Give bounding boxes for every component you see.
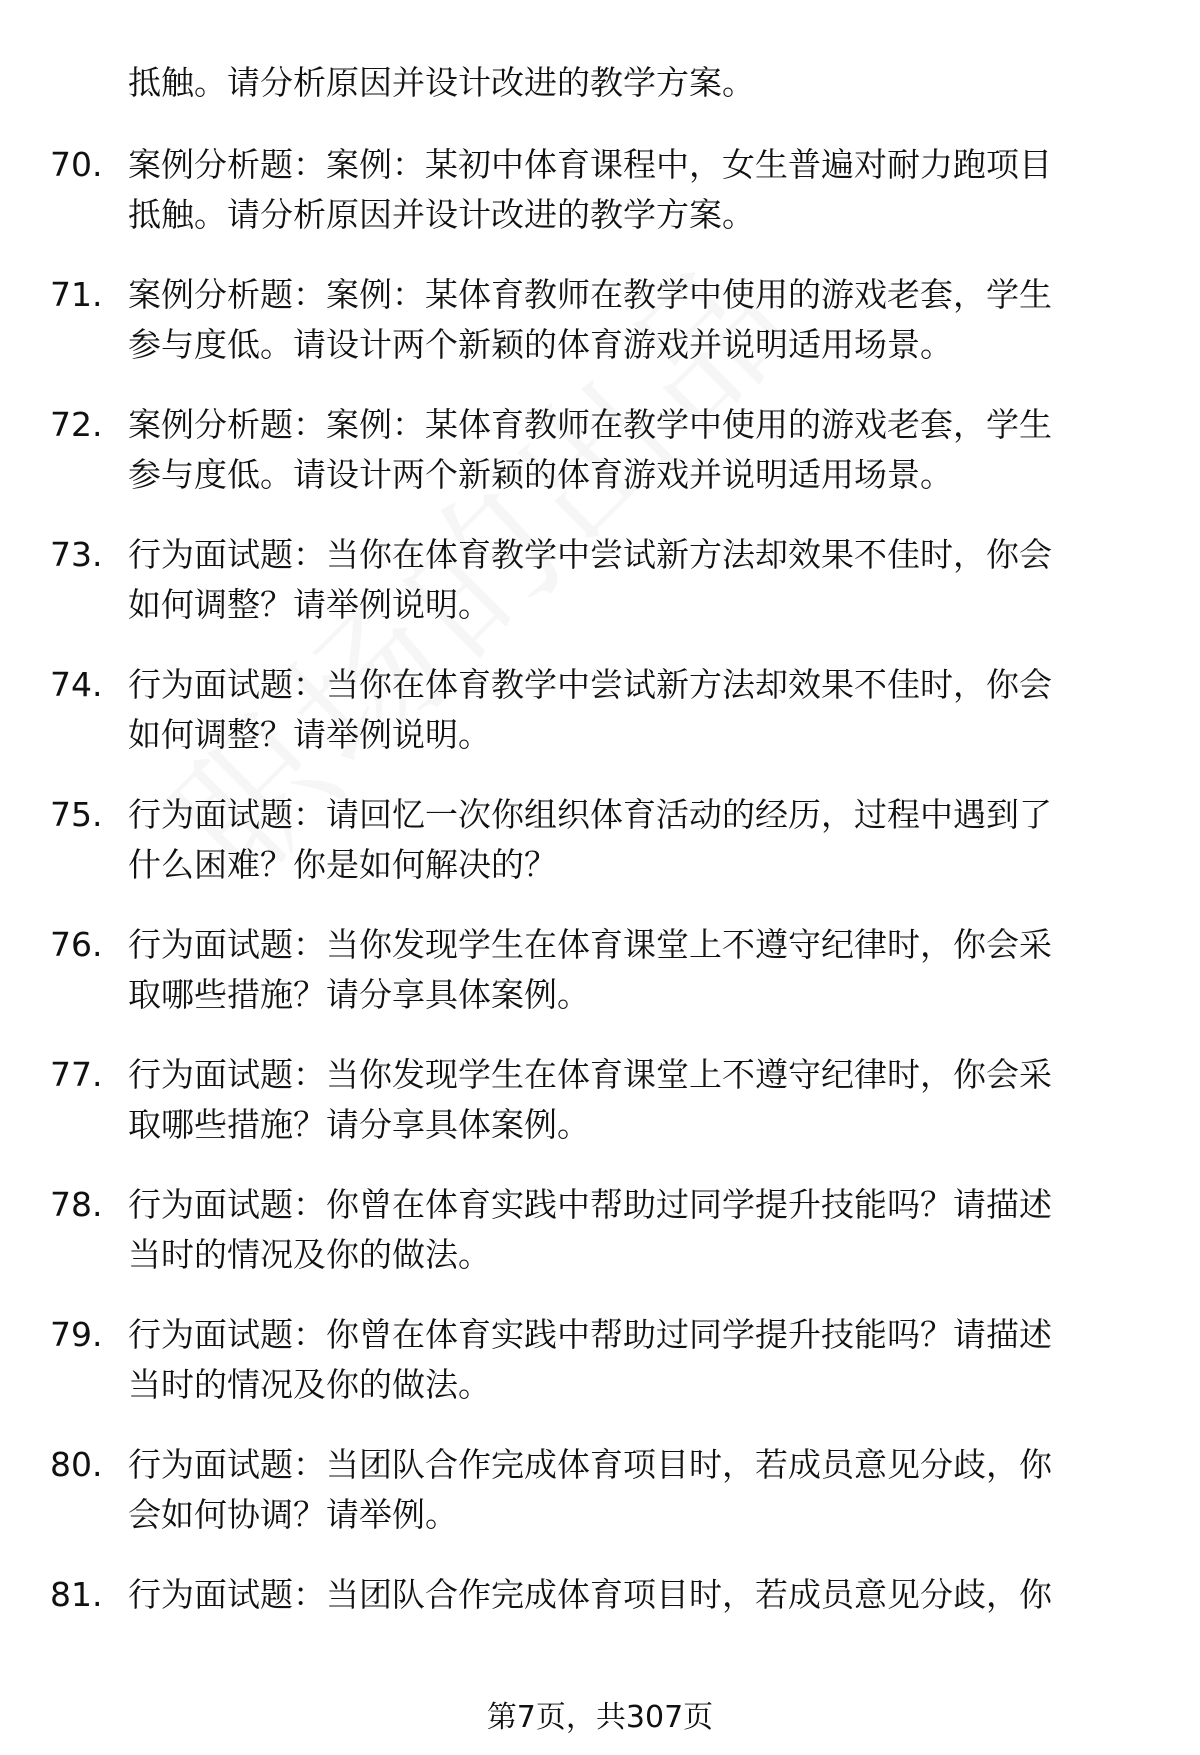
question-number: 77. xyxy=(50,1055,103,1094)
question-text-line: 案例分析题：案例：某初中体育课程中，女生普遍对耐力跑项目 xyxy=(128,145,1052,184)
question-list xyxy=(0,140,1200,1700)
question-text-line: 行为面试题：当你在体育教学中尝试新方法却效果不佳时，你会 xyxy=(128,535,1052,574)
question-item xyxy=(0,1440,1200,1570)
question-text-line: 抵触。请分析原因并设计改进的教学方案。 xyxy=(128,195,755,234)
question-text-line: 什么困难？你是如何解决的？ xyxy=(128,845,557,884)
question-text-line: 如何调整？请举例说明。 xyxy=(128,585,491,624)
question-text-line: 取哪些措施？请分享具体案例。 xyxy=(128,1105,590,1144)
question-text-line: 行为面试题：当团队合作完成体育项目时，若成员意见分歧，你 xyxy=(128,1445,1052,1484)
question-number: 72. xyxy=(50,405,103,444)
question-number: 75. xyxy=(50,795,103,834)
question-text-line: 行为面试题：当团队合作完成体育项目时，若成员意见分歧，你 xyxy=(128,1575,1052,1614)
question-text-line: 参与度低。请设计两个新颖的体育游戏并说明适用场景。 xyxy=(128,455,953,494)
question-text-line: 行为面试题：当你发现学生在体育课堂上不遵守纪律时，你会采 xyxy=(128,1055,1052,1094)
question-number: 80. xyxy=(50,1445,103,1484)
question-text-line: 行为面试题：当你发现学生在体育课堂上不遵守纪律时，你会采 xyxy=(128,925,1052,964)
continued-question-text: 抵触。请分析原因并设计改进的教学方案。 xyxy=(128,63,755,102)
question-text-line: 会如何协调？请举例。 xyxy=(128,1495,458,1534)
question-item xyxy=(0,400,1200,530)
question-item xyxy=(0,660,1200,790)
question-text-line: 如何调整？请举例说明。 xyxy=(128,715,491,754)
question-number: 81. xyxy=(50,1575,103,1614)
question-item xyxy=(0,790,1200,920)
question-text-line: 取哪些措施？请分享具体案例。 xyxy=(128,975,590,1014)
question-number: 76. xyxy=(50,925,103,964)
question-number: 78. xyxy=(50,1185,103,1224)
question-item xyxy=(0,140,1200,270)
question-item xyxy=(0,1180,1200,1310)
question-text-line: 参与度低。请设计两个新颖的体育游戏并说明适用场景。 xyxy=(128,325,953,364)
question-text-line: 当时的情况及你的做法。 xyxy=(128,1365,491,1404)
question-item xyxy=(0,270,1200,400)
question-text-line: 行为面试题：当你在体育教学中尝试新方法却效果不佳时，你会 xyxy=(128,665,1052,704)
question-text-line: 案例分析题：案例：某体育教师在教学中使用的游戏老套，学生 xyxy=(128,275,1052,314)
question-item xyxy=(0,1310,1200,1440)
question-number: 71. xyxy=(50,275,103,314)
question-number: 70. xyxy=(50,145,103,184)
page-footer: 第7页，共307页 xyxy=(486,1700,714,1735)
question-item xyxy=(0,1050,1200,1180)
question-number: 74. xyxy=(50,665,103,704)
question-text-line: 案例分析题：案例：某体育教师在教学中使用的游戏老套，学生 xyxy=(128,405,1052,444)
question-number: 79. xyxy=(50,1315,103,1354)
question-text-line: 行为面试题：你曾在体育实践中帮助过同学提升技能吗？请描述 xyxy=(128,1315,1052,1354)
question-item xyxy=(0,1570,1200,1700)
question-item xyxy=(0,530,1200,660)
question-number: 73. xyxy=(50,535,103,574)
question-text-line: 当时的情况及你的做法。 xyxy=(128,1235,491,1274)
question-text-line: 行为面试题：请回忆一次你组织体育活动的经历，过程中遇到了 xyxy=(128,795,1052,834)
question-item xyxy=(0,920,1200,1050)
question-text-line: 行为面试题：你曾在体育实践中帮助过同学提升技能吗？请描述 xyxy=(128,1185,1052,1224)
